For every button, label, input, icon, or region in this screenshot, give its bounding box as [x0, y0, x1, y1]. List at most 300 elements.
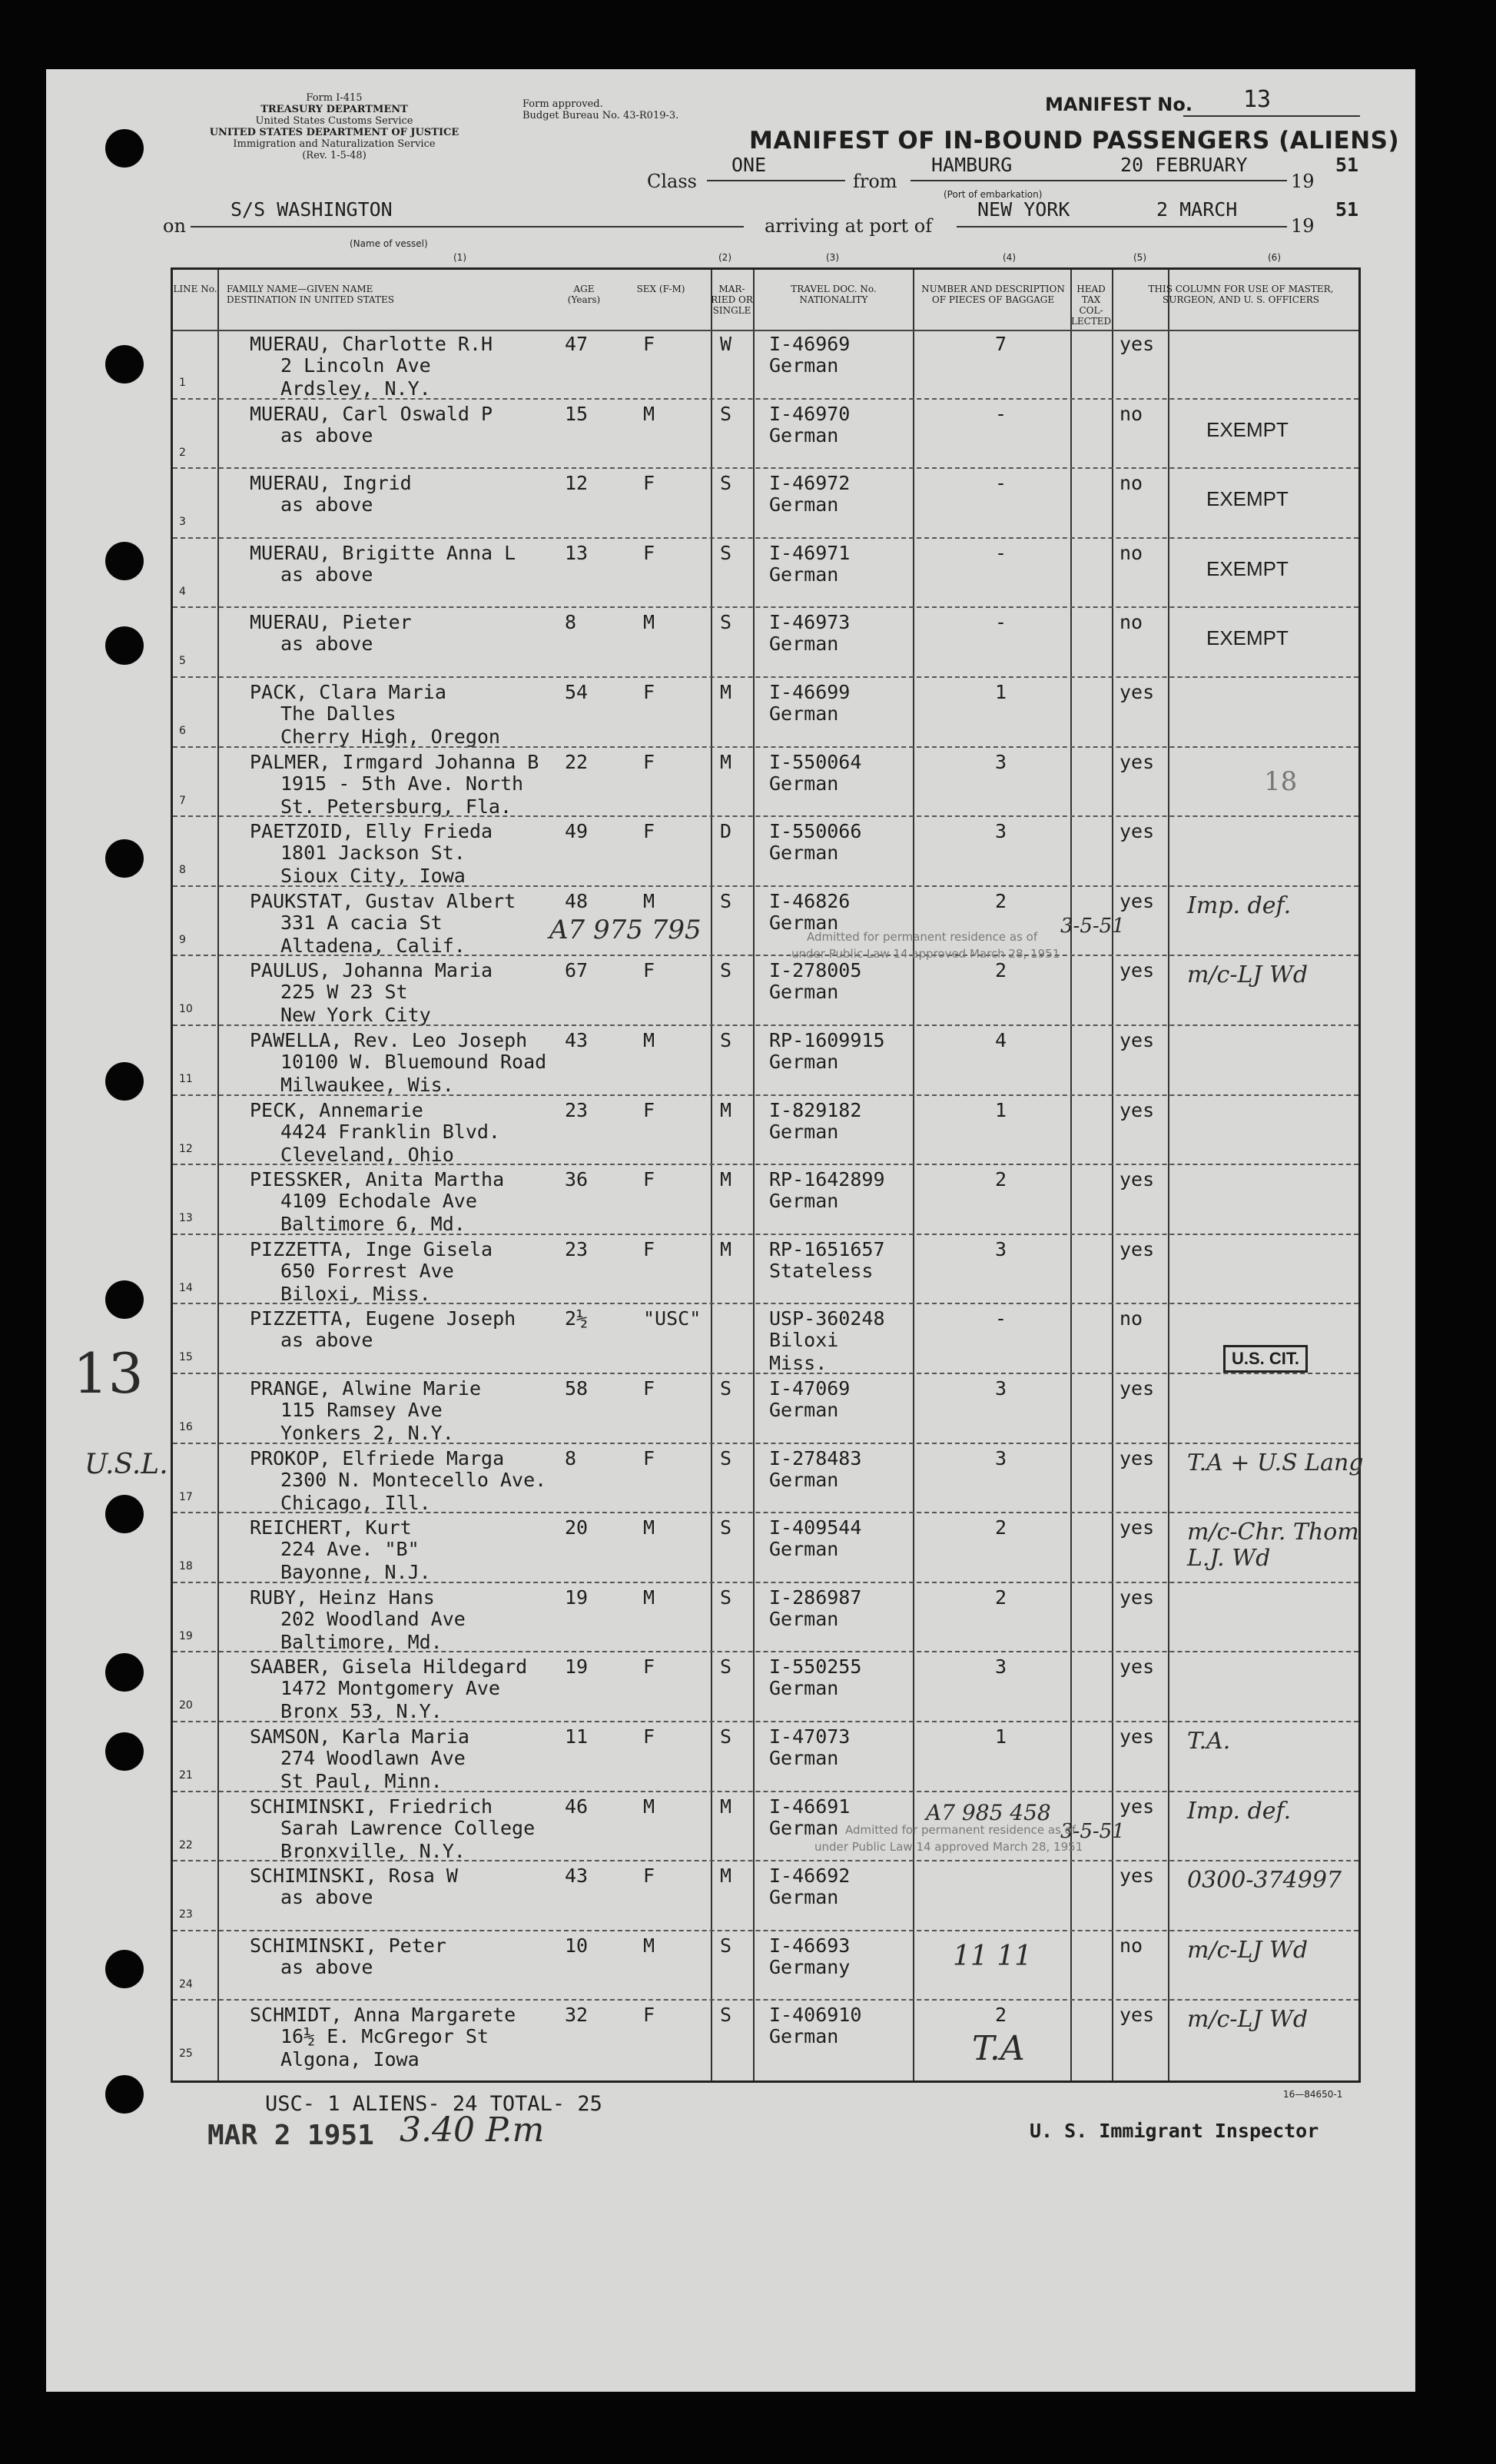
marital-status: M — [720, 681, 732, 703]
destination: 650 Forrest Ave Biloxi, Miss. — [280, 1259, 454, 1305]
destination: The Dalles Cherry High, Oregon — [280, 702, 500, 748]
row-divider — [173, 1094, 1358, 1096]
sex: F — [643, 820, 655, 843]
table-row — [173, 401, 1358, 471]
marital-status: S — [720, 1377, 732, 1400]
row-divider — [173, 1999, 1358, 2001]
row-divider — [173, 1930, 1358, 1931]
punch-hole — [105, 1062, 144, 1101]
nationality: German — [769, 911, 839, 934]
destination: 1472 Montgomery Ave Bronx 53, N.Y. — [280, 1677, 500, 1723]
vessel-name: S/S WASHINGTON — [231, 198, 393, 221]
destination: 1915 - 5th Ave. North St. Petersburg, Fla. — [280, 772, 524, 818]
punch-hole — [105, 129, 144, 168]
age: 20 — [565, 1516, 589, 1539]
destination: 10100 W. Bluemound Road Milwaukee, Wis. — [280, 1051, 547, 1096]
line-number: 18 — [179, 1560, 193, 1573]
destination: 2 Lincoln Ave Ardsley, N.Y. — [280, 354, 431, 400]
row-divider — [173, 1443, 1358, 1444]
manifest-no-line — [1183, 115, 1360, 117]
budget-block — [522, 98, 678, 121]
age: 36 — [565, 1168, 589, 1191]
travel-doc-number: I-278483 — [769, 1446, 862, 1469]
sex: M — [643, 889, 655, 912]
table-row — [173, 609, 1358, 679]
travel-doc-number: RP-1642899 — [769, 1168, 885, 1191]
punch-hole — [105, 1280, 144, 1319]
travel-doc-number: I-47073 — [769, 1725, 851, 1748]
totals-line: USC- 1 ALIENS- 24 TOTAL- 25 — [265, 2092, 602, 2116]
nationality: German — [769, 1607, 839, 1630]
table-row — [173, 1098, 1358, 1167]
age: 15 — [565, 402, 589, 425]
table-row — [173, 1933, 1358, 2003]
sex: M — [643, 1029, 655, 1051]
th-travel-doc: TRAVEL DOC. No. NATIONALITY — [791, 284, 877, 305]
row-divider — [173, 746, 1358, 748]
officer-note: m/c-LJ Wd — [1187, 2006, 1309, 2034]
head-tax: yes — [1120, 1237, 1155, 1260]
head-tax: no — [1120, 1934, 1143, 1957]
head-tax: yes — [1120, 889, 1155, 912]
date-stamp: MAR 2 1951 — [207, 2120, 374, 2151]
cert-date-9: 3-5-51 — [1060, 915, 1125, 938]
line-number: 7 — [179, 794, 186, 807]
destination: as above — [280, 563, 373, 586]
age: 23 — [565, 1237, 589, 1260]
travel-doc-number: I-46699 — [769, 681, 851, 703]
head-tax: yes — [1120, 1865, 1155, 1888]
head-tax: yes — [1120, 1029, 1155, 1051]
marital-status: S — [720, 1029, 732, 1051]
marital-status: S — [720, 1446, 732, 1469]
baggage-count: 2 — [995, 1168, 1007, 1191]
marital-status: S — [720, 1516, 732, 1539]
table-row — [173, 1376, 1358, 1446]
age: 8 — [565, 611, 577, 634]
marital-status: S — [720, 611, 732, 634]
nationality: Biloxi Miss. — [769, 1329, 839, 1375]
destination: 4424 Franklin Blvd. Cleveland, Ohio — [280, 1120, 500, 1166]
line-number: 8 — [179, 864, 186, 877]
marital-status: S — [720, 1725, 732, 1748]
arriving-label: arriving at port of — [765, 215, 933, 237]
punch-hole — [105, 1950, 144, 1988]
line-number: 1 — [179, 377, 186, 389]
nationality: Stateless — [769, 1259, 874, 1282]
sex: F — [643, 1098, 655, 1121]
destination: as above — [280, 633, 373, 656]
passenger-name: REICHERT, Kurt — [250, 1516, 412, 1539]
line-number: 12 — [179, 1142, 193, 1155]
baggage-count: 3 — [995, 1446, 1007, 1469]
destination: 224 Ave. "B" Bayonne, N.J. — [280, 1538, 431, 1584]
marital-status: W — [720, 333, 732, 355]
passenger-name: PIZZETTA, Eugene Joseph — [250, 1307, 516, 1330]
table-row — [173, 679, 1358, 749]
from-value: HAMBURG — [931, 154, 1013, 176]
age: 19 — [565, 1655, 589, 1679]
officer-note: 18 — [1264, 765, 1298, 797]
sex: F — [643, 1655, 655, 1679]
admission-stamp: Admitted for permanent residence as of — [807, 930, 1038, 944]
sex: F — [643, 1237, 655, 1260]
line-number: 16 — [179, 1421, 193, 1433]
travel-doc-number: I-46691 — [769, 1795, 851, 1818]
nationality: German — [769, 1051, 839, 1073]
nationality: German — [769, 1190, 839, 1213]
th-age: AGE (Years) — [567, 284, 601, 305]
row-divider — [173, 676, 1358, 678]
line-number: 15 — [179, 1351, 193, 1364]
head-tax: no — [1120, 611, 1143, 634]
age: 19 — [565, 1586, 589, 1609]
nationality: Germany — [769, 1955, 851, 1978]
column-number: (2) — [718, 252, 731, 263]
th-married: MAR-RIED OR SINGLE — [711, 284, 753, 316]
manifest-no-label: MANIFEST No. — [1045, 94, 1192, 115]
head-tax: yes — [1120, 1168, 1155, 1191]
line-number: 6 — [179, 725, 186, 737]
passenger-name: PACK, Clara Maria — [250, 681, 446, 703]
passenger-name: SAMSON, Karla Maria — [250, 1725, 469, 1748]
inspector-label: U. S. Immigrant Inspector — [1030, 2120, 1319, 2142]
passenger-name: PAULUS, Johanna Maria — [250, 959, 493, 982]
table-row — [173, 958, 1358, 1028]
age: 10 — [565, 1934, 589, 1957]
punch-hole — [105, 1495, 144, 1533]
column-number: (3) — [826, 252, 839, 263]
age: 11 — [565, 1725, 589, 1748]
baggage-count: 3 — [995, 1655, 1007, 1679]
sex: M — [643, 1934, 655, 1957]
form-id-block — [161, 92, 507, 161]
form-approved: Form approved. — [522, 98, 603, 110]
travel-doc-number: I-550066 — [769, 820, 862, 843]
th-baggage: NUMBER AND DESCRIPTION OF PIECES OF BAGGAGE — [921, 284, 1065, 305]
from-line — [911, 180, 1287, 181]
nationality: German — [769, 2025, 839, 2048]
table-row — [173, 1654, 1358, 1724]
baggage-count: 3 — [995, 1377, 1007, 1400]
table-row — [173, 1306, 1358, 1376]
baggage-count: - — [995, 402, 1007, 425]
passenger-name: PAUKSTAT, Gustav Albert — [250, 889, 516, 912]
arrival-date: 2 MARCH — [1156, 198, 1238, 221]
line-number: 23 — [179, 1908, 193, 1921]
table-row — [173, 2002, 1358, 2072]
head-tax: yes — [1120, 1586, 1155, 1609]
destination: 2300 N. Montecello Ave. Chicago, Ill. — [280, 1468, 547, 1514]
marital-status: S — [720, 1655, 732, 1679]
table-row — [173, 1237, 1358, 1307]
us-citizen-stamp: U.S. CIT. — [1223, 1345, 1308, 1373]
head-tax: yes — [1120, 1795, 1155, 1818]
officer-note: EXEMPT — [1206, 487, 1289, 511]
baggage-count: 2 — [995, 1586, 1007, 1609]
class-label: Class — [647, 171, 697, 192]
travel-doc-number: I-406910 — [769, 2004, 862, 2027]
form-code: 16—84650-1 — [1283, 2089, 1343, 2100]
line-number: 17 — [179, 1490, 193, 1503]
line-number: 24 — [179, 1978, 193, 1991]
passenger-name: MUERAU, Carl Oswald P — [250, 402, 493, 425]
marital-status: S — [720, 959, 732, 982]
admission-stamp-law-22: under Public Law 14 approved March 28, 1951 — [814, 1840, 1083, 1854]
destination: as above — [280, 1329, 373, 1352]
table-row — [173, 1167, 1358, 1237]
marital-status: M — [720, 1795, 732, 1818]
marital-status: M — [720, 750, 732, 773]
passenger-name: PIESSKER, Anita Martha — [250, 1168, 505, 1191]
passenger-name: PIZZETTA, Inge Gisela — [250, 1237, 493, 1260]
nationality: German — [769, 633, 839, 656]
punch-hole — [105, 626, 144, 665]
age: 13 — [565, 541, 589, 564]
nationality: German — [769, 842, 839, 865]
baggage-count: 2 — [995, 889, 1007, 912]
departure-date: 20 FEBRUARY — [1120, 154, 1248, 176]
year-prefix: 19 — [1291, 171, 1315, 192]
baggage-count: - — [995, 1307, 1007, 1330]
port-embarkation-label: (Port of embarkation) — [944, 189, 1043, 200]
travel-doc-number: USP-360248 — [769, 1307, 885, 1330]
admission-stamp-22: Admitted for permanent residence as of — [845, 1823, 1076, 1837]
manifest-title: MANIFEST OF IN-BOUND PASSENGERS (ALIENS) — [749, 127, 1400, 154]
column-number: (1) — [453, 252, 466, 263]
head-tax: no — [1120, 541, 1143, 564]
destination: 202 Woodland Ave Baltimore, Md. — [280, 1607, 466, 1653]
travel-doc-number: I-829182 — [769, 1098, 862, 1121]
travel-doc-number: I-46973 — [769, 611, 851, 634]
head-tax: yes — [1120, 681, 1155, 703]
line-number: 10 — [179, 1003, 193, 1016]
nationality: German — [769, 1468, 839, 1491]
officer-note: EXEMPT — [1206, 556, 1289, 580]
sex: F — [643, 472, 655, 495]
destination: 225 W 23 St New York City — [280, 981, 431, 1027]
marital-status: D — [720, 820, 732, 843]
revision: (Rev. 1-5-48) — [302, 150, 367, 161]
age: 49 — [565, 820, 589, 843]
head-tax: yes — [1120, 1655, 1155, 1679]
row-divider — [173, 537, 1358, 539]
head-tax: no — [1120, 472, 1143, 495]
punch-hole — [105, 345, 144, 384]
marital-status: S — [720, 402, 732, 425]
travel-doc-number: I-47069 — [769, 1377, 851, 1400]
row-divider — [173, 467, 1358, 469]
passenger-name: SCHIMINSKI, Friedrich — [250, 1795, 493, 1818]
nationality: German — [769, 1399, 839, 1421]
passenger-name: PALMER, Irmgard Johanna B — [250, 750, 539, 773]
passenger-name: PAWELLA, Rev. Leo Joseph — [250, 1029, 528, 1051]
column-number: (6) — [1268, 252, 1281, 263]
travel-doc-number: RP-1651657 — [769, 1237, 885, 1260]
table-row — [173, 470, 1358, 540]
passenger-name: RUBY, Heinz Hans — [250, 1586, 435, 1609]
travel-doc-number: I-46693 — [769, 1934, 851, 1957]
officer-note: m/c-LJ Wd — [1187, 961, 1309, 989]
passenger-name: PRANGE, Alwine Marie — [250, 1377, 482, 1400]
age: 67 — [565, 959, 589, 982]
line-number: 2 — [179, 446, 186, 459]
baggage-count: 2 — [995, 1516, 1007, 1539]
age: 22 — [565, 750, 589, 773]
passenger-name: PAETZOID, Elly Frieda — [250, 820, 493, 843]
line-number: 4 — [179, 585, 186, 598]
row-divider — [173, 1164, 1358, 1165]
head-tax: yes — [1120, 2004, 1155, 2027]
nationality: German — [769, 354, 839, 377]
marital-status: M — [720, 1098, 732, 1121]
arrival-time: 3.40 P.m — [400, 2110, 545, 2150]
destination: 4109 Echodale Ave Baltimore 6, Md. — [280, 1190, 477, 1236]
arrival-port: NEW YORK — [977, 198, 1070, 221]
row-divider — [173, 955, 1358, 956]
row-divider — [173, 398, 1358, 400]
baggage-count: 3 — [995, 820, 1007, 843]
nationality: German — [769, 1677, 839, 1700]
baggage-count: - — [995, 541, 1007, 564]
alien-number-22: A7 985 458 — [926, 1800, 1051, 1825]
baggage-count: 2 — [995, 959, 1007, 982]
sex: M — [643, 611, 655, 634]
punch-hole — [105, 2075, 144, 2114]
sex: F — [643, 750, 655, 773]
margin-usl: U.S.L. — [85, 1449, 168, 1480]
baggage-count: 1 — [995, 1098, 1007, 1121]
line-number: 22 — [179, 1838, 193, 1851]
age: 58 — [565, 1377, 589, 1400]
sex: F — [643, 959, 655, 982]
marital-status: S — [720, 1934, 732, 1957]
baggage-count: - — [995, 472, 1007, 495]
sex: F — [643, 1446, 655, 1469]
doj-name: UNITED STATES DEPARTMENT OF JUSTICE — [209, 127, 459, 138]
age: 23 — [565, 1098, 589, 1121]
table-row — [173, 1585, 1358, 1655]
line-number: 3 — [179, 516, 186, 529]
table-row — [173, 819, 1358, 888]
sex: F — [643, 681, 655, 703]
baggage-count: - — [995, 611, 1007, 634]
head-tax: no — [1120, 1307, 1143, 1330]
nationality: German — [769, 493, 839, 516]
nationality: German — [769, 563, 839, 586]
sex: M — [643, 1586, 655, 1609]
head-tax: yes — [1120, 1725, 1155, 1748]
sex: M — [643, 402, 655, 425]
nationality: German — [769, 1120, 839, 1143]
travel-doc-number: RP-1609915 — [769, 1029, 885, 1051]
row-divider — [173, 1303, 1358, 1304]
budget-number: Budget Bureau No. 43-R019-3. — [522, 110, 679, 121]
on-label: on — [163, 215, 186, 237]
officer-note: Imp. def. — [1187, 1797, 1292, 1825]
baggage-count: 3 — [995, 750, 1007, 773]
sex: M — [643, 1795, 655, 1818]
th-line-no: LINE No. — [173, 284, 217, 294]
row-divider — [173, 1512, 1358, 1513]
officer-note: T.A + U.S Lang — [1187, 1449, 1364, 1476]
passenger-name: SCHIMINSKI, Rosa W — [250, 1865, 458, 1888]
officer-note: EXEMPT — [1206, 626, 1289, 650]
passenger-name: PECK, Annemarie — [250, 1098, 423, 1121]
nationality: German — [769, 702, 839, 725]
year-2: 51 — [1335, 198, 1359, 221]
table-row — [173, 1515, 1358, 1585]
dept-name: TREASURY DEPARTMENT — [260, 104, 408, 115]
punch-hole — [105, 542, 144, 580]
travel-doc-number: I-46971 — [769, 541, 851, 564]
table-row — [173, 331, 1358, 401]
nationality: German — [769, 772, 839, 795]
nationality: German — [769, 981, 839, 1004]
age: 32 — [565, 2004, 589, 2027]
travel-doc-number: I-46826 — [769, 889, 851, 912]
nationality: German — [769, 1886, 839, 1909]
destination: as above — [280, 423, 373, 447]
head-tax: yes — [1120, 820, 1155, 843]
sex: F — [643, 1377, 655, 1400]
destination: 16½ E. McGregor St Algona, Iowa — [280, 2025, 489, 2071]
form-number: Form I-415 — [306, 92, 363, 104]
line-number: 13 — [179, 1212, 193, 1225]
destination: 1801 Jackson St. Sioux City, Iowa — [280, 842, 466, 888]
marital-status: M — [720, 1168, 732, 1191]
th-officers: THIS COLUMN FOR USE OF MASTER, SURGEON, AND U. S. OFFICERS — [1148, 284, 1334, 305]
baggage-count: 4 — [995, 1029, 1007, 1051]
alien-number-9: A7 975 795 — [549, 915, 702, 945]
head-tax: yes — [1120, 333, 1155, 355]
row-divider — [173, 1024, 1358, 1026]
head-tax: yes — [1120, 1446, 1155, 1469]
passenger-name: SCHMIDT, Anna Margarete — [250, 2004, 516, 2027]
th-name: FAMILY NAME—GIVEN NAME DESTINATION IN UNITED STATES — [227, 284, 394, 305]
destination: Sarah Lawrence College Bronxville, N.Y. — [280, 1816, 536, 1862]
officer-note: EXEMPT — [1206, 417, 1289, 441]
nationality: German — [769, 1816, 839, 1839]
column-number: (5) — [1133, 252, 1146, 263]
row-divider — [173, 1234, 1358, 1235]
travel-doc-number: I-46970 — [769, 402, 851, 425]
from-label: from — [853, 171, 897, 192]
vessel-line — [191, 226, 744, 227]
th-head-tax: HEAD TAX COL-LECTED — [1070, 284, 1112, 327]
destination: 115 Ramsey Ave Yonkers 2, N.Y. — [280, 1399, 454, 1444]
year-prefix-2: 19 — [1291, 215, 1315, 237]
officer-note: m/c-LJ Wd — [1187, 1936, 1309, 1964]
marital-status: S — [720, 1586, 732, 1609]
destination: 331 A cacia St Altadena, Calif. — [280, 911, 466, 957]
baggage-count: 1 — [995, 681, 1007, 703]
head-tax: yes — [1120, 1516, 1155, 1539]
destination: as above — [280, 1886, 373, 1909]
row-divider — [173, 815, 1358, 817]
year-1: 51 — [1335, 154, 1359, 176]
row-divider — [173, 1582, 1358, 1583]
sex: F — [643, 1168, 655, 1191]
passenger-name: SAABER, Gisela Hildegard — [250, 1655, 528, 1679]
class-line — [707, 180, 845, 181]
column-number: (4) — [1003, 252, 1016, 263]
baggage-count: 1 — [995, 1725, 1007, 1748]
passenger-name: PROKOP, Elfriede Marga — [250, 1446, 505, 1469]
nationality: German — [769, 1747, 839, 1769]
sex: F — [643, 2004, 655, 2027]
line-number: 14 — [179, 1281, 193, 1294]
